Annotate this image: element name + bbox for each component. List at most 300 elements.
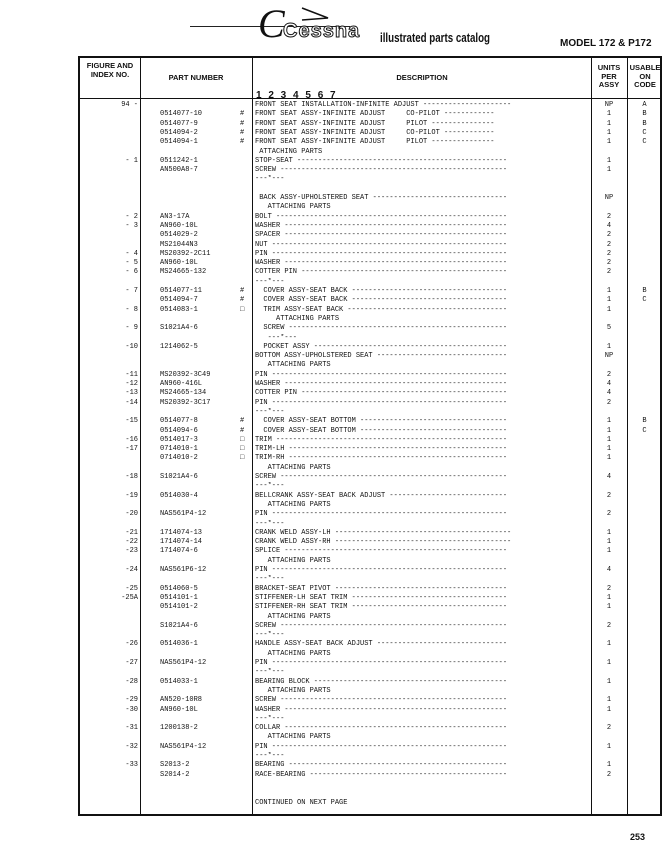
table-row [80, 771, 660, 780]
table-row [80, 371, 660, 380]
description: ---*--- [255, 482, 285, 491]
units-per-assy: 2 [606, 249, 612, 258]
part-number: 0514094-2 [160, 128, 198, 137]
units-per-assy: 2 [606, 510, 612, 519]
description: ---*--- [255, 277, 285, 286]
change-mark: □ [240, 435, 245, 444]
description: PIN -------------------------------------------------------- [255, 659, 508, 667]
figure-index: -26 [125, 640, 138, 649]
units-per-assy: 1 [606, 166, 612, 175]
units-per-assy: 1 [606, 426, 612, 435]
units-per-assy: 1 [606, 528, 612, 537]
table-row [80, 417, 660, 426]
units-per-assy: 4 [606, 389, 612, 398]
model-label: MODEL 172 & P172 [560, 38, 652, 49]
table-row [80, 678, 660, 687]
part-number: AN960-10L [160, 259, 198, 268]
units-per-assy: 1 [606, 417, 612, 426]
part-number: 0514094-6 [160, 426, 198, 435]
description: ---*--- [255, 631, 285, 640]
table-row [80, 427, 660, 436]
units-per-assy: 1 [606, 454, 612, 463]
table-row [80, 268, 660, 277]
table-row [80, 650, 660, 659]
figure-index: - 4 [125, 249, 138, 258]
units-per-assy: 1 [606, 287, 612, 295]
units-per-assy: 1 [606, 138, 612, 147]
table-row [80, 185, 660, 194]
figure-index: 94 - [121, 101, 138, 109]
description: ATTACHING PARTS [255, 463, 331, 472]
figure-index: -12 [125, 380, 138, 388]
table-row [80, 343, 660, 352]
table-row [80, 696, 660, 705]
description: TRIM ASSY-SEAT BACK -------------------------------------- [255, 305, 508, 314]
table-row [80, 194, 660, 203]
units-per-assy: 2 [606, 724, 612, 733]
description: PIN -------------------------------------------------------- [255, 398, 508, 407]
table-row [80, 752, 660, 761]
table-row [80, 631, 660, 640]
description: ---*--- [255, 407, 285, 416]
table-row [80, 231, 660, 240]
description: BEARING ---------------------------------------------------- [255, 761, 508, 770]
description: NUT -------------------------------------------------------- [255, 240, 508, 249]
description: TRIM ------------------------------------------------------- [255, 435, 508, 444]
description: ---*--- [255, 519, 285, 528]
page-number: 253 [630, 832, 646, 842]
table-row [80, 120, 660, 129]
units-per-assy: 2 [606, 370, 612, 379]
units-per-assy: 4 [606, 566, 612, 574]
figure-index: -24 [125, 566, 138, 574]
description: ---*--- [255, 752, 285, 760]
description: ---*--- [255, 668, 285, 677]
description: ---*--- [255, 714, 285, 723]
units-per-assy: 2 [606, 240, 612, 249]
table-row [80, 622, 660, 631]
units-per-assy: 1 [606, 659, 612, 667]
units-per-assy: 2 [606, 770, 612, 779]
part-number: MS20392-2C11 [160, 249, 211, 258]
part-number: 0514033-1 [160, 677, 198, 686]
part-number: 0514077-11 [160, 287, 203, 295]
part-number: NAS561P4-12 [160, 659, 207, 667]
description: ATTACHING PARTS [255, 612, 331, 621]
table-row [80, 547, 660, 556]
table-row [80, 613, 660, 622]
figure-index: -16 [125, 435, 138, 444]
usable-code: C [642, 296, 647, 305]
table-row [80, 789, 660, 798]
description: COVER ASSY-SEAT BOTTOM ----------------------------------- [255, 417, 508, 426]
table-row [80, 659, 660, 668]
part-number: 0714010-2 [160, 454, 198, 463]
cessna-logo-initial: C [258, 1, 285, 46]
description: STOP-SEAT -------------------------------------------------- [255, 156, 508, 165]
table-row [80, 603, 660, 612]
usable-code: B [642, 119, 647, 128]
change-mark: # [240, 119, 245, 128]
part-number: NAS561P4-12 [160, 742, 207, 751]
description: ATTACHING PARTS [255, 500, 331, 509]
part-number: 0714010-1 [160, 445, 198, 454]
description: COVER ASSY-SEAT BACK ------------------------------------- [255, 287, 508, 295]
units-per-assy: 1 [606, 156, 612, 165]
units-per-assy: 1 [606, 705, 612, 714]
change-mark: # [240, 128, 245, 137]
description: FRONT SEAT ASSY-INFINITE ADJUST CO-PILOT ------------ [255, 110, 495, 119]
table-row [80, 640, 660, 649]
description: ---*--- [255, 333, 298, 342]
description: STIFFENER-RH SEAT TRIM ------------------------------------- [255, 603, 508, 612]
change-mark: □ [240, 454, 245, 463]
description: CONTINUED ON NEXT PAGE [255, 798, 348, 807]
figure-index: -32 [125, 742, 138, 751]
units-per-assy: 1 [606, 119, 612, 128]
description: WASHER ----------------------------------------------------- [255, 221, 508, 230]
table-row [80, 538, 660, 547]
part-number: 1214062-5 [160, 342, 198, 351]
part-number: 0514094-7 [160, 296, 198, 305]
part-number: 0514101-1 [160, 593, 198, 602]
part-number: MS20392-3C49 [160, 370, 211, 379]
units-per-assy: NP [604, 194, 614, 202]
description: PIN -------------------------------------------------------- [255, 566, 508, 574]
description: BACK ASSY-UPHOLSTERED SEAT -------------------------------- [255, 194, 508, 202]
table-row [80, 706, 660, 715]
description: CRANK WELD ASSY-LH ------------------------------------------ [255, 528, 512, 537]
part-number: 1200138-2 [160, 724, 198, 733]
part-number: 0511242-1 [160, 156, 198, 165]
part-number: AN500A8-7 [160, 166, 198, 175]
description: ATTACHING PARTS [255, 733, 331, 742]
units-per-assy: 1 [606, 761, 612, 770]
cessna-logo: Cessna [283, 20, 361, 42]
description: PIN -------------------------------------------------------- [255, 742, 508, 751]
units-per-assy: 1 [606, 742, 612, 751]
description: BELLCRANK ASSY-SEAT BACK ADJUST ---------------------------- [255, 491, 508, 500]
description: TRIM-RH ---------------------------------------------------- [255, 454, 508, 463]
usable-code: C [642, 128, 647, 137]
table-row [80, 668, 660, 677]
col-code-header: USABLE ON CODE [629, 63, 661, 89]
description: BEARING BLOCK ---------------------------------------------- [255, 677, 508, 686]
description: RACE-BEARING ----------------------------------------------- [255, 770, 508, 779]
table-row [80, 334, 660, 343]
table-row [80, 687, 660, 696]
part-number: 0514017-3 [160, 435, 198, 444]
col-part-number-header: PART NUMBER [168, 73, 224, 82]
table-row [80, 259, 660, 268]
part-number: 0514077-9 [160, 119, 198, 128]
table-row [80, 454, 660, 463]
description: SCREW ------------------------------------------------------ [255, 621, 508, 630]
table-row [80, 585, 660, 594]
description: STIFFENER-LH SEAT TRIM ------------------------------------- [255, 593, 508, 602]
description: FRONT SEAT ASSY-INFINITE ADJUST PILOT --------------- [255, 119, 495, 128]
figure-index: -14 [125, 398, 138, 407]
description: SPACER ----------------------------------------------------- [255, 231, 508, 240]
units-per-assy: 2 [606, 621, 612, 630]
description: COVER ASSY-SEAT BACK ------------------------------------- [255, 296, 508, 305]
part-number: 0514036-1 [160, 640, 198, 649]
units-per-assy: 1 [606, 445, 612, 454]
description: CRANK WELD ASSY-RH ------------------------------------------ [255, 538, 512, 547]
part-number: 0514083-1 [160, 305, 198, 314]
figure-index: -31 [125, 724, 138, 733]
part-number: S1021A4-6 [160, 621, 198, 630]
table-row [80, 361, 660, 370]
units-per-assy: NP [604, 352, 614, 361]
table-row [80, 175, 660, 184]
table-row [80, 148, 660, 157]
description: FRONT SEAT ASSY-INFINITE ADJUST PILOT --------------- [255, 138, 495, 147]
table-row [80, 389, 660, 398]
description: WASHER ----------------------------------------------------- [255, 259, 508, 268]
figure-index: -17 [125, 445, 138, 454]
figure-index: - 1 [125, 156, 138, 165]
table-row [80, 575, 660, 584]
units-per-assy: 4 [606, 380, 612, 388]
figure-index: -21 [125, 528, 138, 537]
units-per-assy: 1 [606, 696, 612, 705]
table-row [80, 101, 660, 110]
change-mark: □ [240, 305, 245, 314]
description: ATTACHING PARTS [255, 314, 340, 323]
units-per-assy: 2 [606, 231, 612, 240]
description: SPLICE ----------------------------------------------------- [255, 547, 508, 556]
table-row [80, 278, 660, 287]
units-per-assy: 1 [606, 593, 612, 602]
table-row [80, 408, 660, 417]
description: COTTER PIN ------------------------------------------------- [255, 389, 508, 398]
description: SCREW ------------------------------------------------------ [255, 696, 508, 705]
part-number: 0514077-10 [160, 110, 203, 119]
part-number: S2014-2 [160, 770, 190, 779]
table-row [80, 520, 660, 529]
part-number: S1021A4-6 [160, 473, 198, 481]
change-mark: □ [240, 445, 245, 454]
table-row [80, 138, 660, 147]
figure-index: -10 [125, 342, 138, 351]
table-row [80, 222, 660, 231]
change-mark: # [240, 110, 245, 119]
description: POCKET ASSY ---------------------------------------------- [255, 342, 508, 351]
part-number: S2013-2 [160, 761, 190, 770]
usable-code: C [642, 426, 647, 435]
part-number: MS24665-132 [160, 268, 207, 277]
part-number: 0514030-4 [160, 491, 198, 500]
figure-index: - 7 [125, 287, 138, 295]
table-row [80, 203, 660, 212]
figure-index: -30 [125, 705, 138, 714]
figure-index: -23 [125, 547, 138, 556]
units-per-assy: 5 [606, 324, 612, 333]
table-row [80, 380, 660, 389]
table-row [80, 436, 660, 445]
description: COVER ASSY-SEAT BOTTOM ----------------------------------- [255, 426, 508, 435]
part-number: MS24665-134 [160, 389, 207, 398]
part-number: 1714074-13 [160, 528, 203, 537]
table-row [80, 715, 660, 724]
description: HANDLE ASSY-SEAT BACK ADJUST ------------------------------- [255, 640, 508, 649]
part-number: 1714074-14 [160, 538, 203, 547]
units-per-assy: 2 [606, 398, 612, 407]
figure-index: -18 [125, 473, 138, 481]
description: WASHER ----------------------------------------------------- [255, 380, 508, 388]
description: PIN -------------------------------------------------------- [255, 510, 508, 519]
description: ---*--- [255, 575, 285, 584]
part-number: MS20392-3C17 [160, 398, 211, 407]
description: FRONT SEAT INSTALLATION-INFINITE ADJUST --------------------- [255, 101, 512, 109]
units-per-assy: 1 [606, 677, 612, 686]
figure-index: -29 [125, 696, 138, 705]
table-row [80, 399, 660, 408]
units-per-assy: 1 [606, 538, 612, 547]
header-divider [80, 98, 660, 99]
col-units-header: UNITS PER ASSY [597, 63, 621, 89]
units-per-assy: 1 [606, 110, 612, 119]
table-row [80, 129, 660, 138]
units-per-assy: 1 [606, 296, 612, 305]
table-row [80, 482, 660, 491]
table-row [80, 492, 660, 501]
figure-index: - 3 [125, 221, 138, 230]
figure-index: - 2 [125, 212, 138, 221]
description: ATTACHING PARTS [255, 203, 331, 212]
table-row [80, 566, 660, 575]
table-row [80, 110, 660, 119]
units-per-assy: 1 [606, 603, 612, 612]
units-per-assy: 4 [606, 473, 612, 481]
table-row [80, 213, 660, 222]
figure-index: -25 [125, 584, 138, 593]
part-number: S1021A4-6 [160, 324, 198, 333]
description: SCREW ------------------------------------------------------ [255, 473, 508, 481]
description: WASHER ----------------------------------------------------- [255, 705, 508, 714]
table-row [80, 724, 660, 733]
units-per-assy: 1 [606, 305, 612, 314]
col-description-header: DESCRIPTION [396, 73, 448, 82]
description: ---*--- [255, 175, 285, 184]
table-row [80, 464, 660, 473]
table-row [80, 780, 660, 789]
units-per-assy: 2 [606, 259, 612, 268]
part-number: MS21044N3 [160, 240, 198, 249]
figure-index: -27 [125, 659, 138, 667]
units-per-assy: 2 [606, 268, 612, 277]
change-mark: # [240, 296, 245, 305]
usable-code: B [642, 110, 647, 119]
change-mark: # [240, 138, 245, 147]
description: ATTACHING PARTS [255, 361, 331, 370]
part-number: 0514077-8 [160, 417, 198, 426]
figure-index: -19 [125, 491, 138, 500]
figure-index: -28 [125, 677, 138, 686]
units-per-assy: 2 [606, 584, 612, 593]
units-per-assy: 4 [606, 221, 612, 230]
table-row [80, 166, 660, 175]
description: ATTACHING PARTS [255, 686, 331, 695]
part-number: 0514029-2 [160, 231, 198, 240]
units-per-assy: 1 [606, 342, 612, 351]
description: BRACKET-SEAT PIVOT ----------------------------------------- [255, 584, 508, 593]
figure-index: - 6 [125, 268, 138, 277]
units-per-assy: 2 [606, 491, 612, 500]
table-row [80, 473, 660, 482]
units-per-assy: 2 [606, 212, 612, 221]
part-number: AN520-10R8 [160, 696, 203, 705]
catalog-title: illustrated parts catalog [380, 30, 490, 45]
part-number: 1714074-6 [160, 547, 198, 556]
description: PIN -------------------------------------------------------- [255, 370, 508, 379]
units-per-assy: NP [604, 101, 614, 109]
table-row [80, 594, 660, 603]
figure-index: -25A [121, 593, 138, 602]
table-row [80, 287, 660, 296]
description: SCREW ---------------------------------------------------- [255, 324, 508, 333]
figure-index: -13 [125, 389, 138, 398]
description: COLLAR ----------------------------------------------------- [255, 724, 508, 733]
table-row [80, 315, 660, 324]
table-row [80, 352, 660, 361]
description: TRIM-LH ---------------------------------------------------- [255, 445, 508, 454]
part-number: AN960-10L [160, 705, 198, 714]
part-number: 0514101-2 [160, 603, 198, 612]
description: ATTACHING PARTS [255, 649, 331, 658]
part-number: NAS561P6-12 [160, 566, 207, 574]
description: ATTACHING PARTS [255, 556, 331, 565]
table-row [80, 761, 660, 770]
usable-code: B [642, 417, 647, 426]
description: SCREW ------------------------------------------------------ [255, 166, 508, 175]
table-row [80, 510, 660, 519]
col-figure-header: FIGURE AND INDEX NO. [86, 61, 134, 79]
units-per-assy: 1 [606, 128, 612, 137]
change-mark: # [240, 426, 245, 435]
units-per-assy: 1 [606, 547, 612, 556]
units-per-assy: 1 [606, 640, 612, 649]
part-number: 0514094-1 [160, 138, 198, 147]
part-number: AN3-17A [160, 212, 190, 221]
figure-index: - 9 [125, 324, 138, 333]
description: COTTER PIN ------------------------------------------------- [255, 268, 508, 277]
table-row [80, 324, 660, 333]
usable-code: B [642, 287, 647, 295]
figure-index: -22 [125, 538, 138, 547]
part-number: AN960-416L [160, 380, 203, 388]
description: PIN -------------------------------------------------------- [255, 249, 508, 258]
description: BOLT ------------------------------------------------------- [255, 212, 508, 221]
description: FRONT SEAT ASSY-INFINITE ADJUST CO-PILOT ------------ [255, 128, 495, 137]
table-row [80, 296, 660, 305]
description: BOTTOM ASSY-UPHOLSTERED SEAT ------------------------------- [255, 352, 508, 361]
usable-code: A [642, 101, 647, 109]
table-row [80, 445, 660, 454]
figure-index: -20 [125, 510, 138, 519]
usable-code: C [642, 138, 647, 147]
table-row [80, 733, 660, 742]
table-row [80, 557, 660, 566]
table-row [80, 743, 660, 752]
change-mark: # [240, 417, 245, 426]
table-row [80, 501, 660, 510]
figure-index: -15 [125, 417, 138, 426]
part-number: 0514060-5 [160, 584, 198, 593]
units-per-assy: 1 [606, 435, 612, 444]
figure-index: -33 [125, 761, 138, 770]
